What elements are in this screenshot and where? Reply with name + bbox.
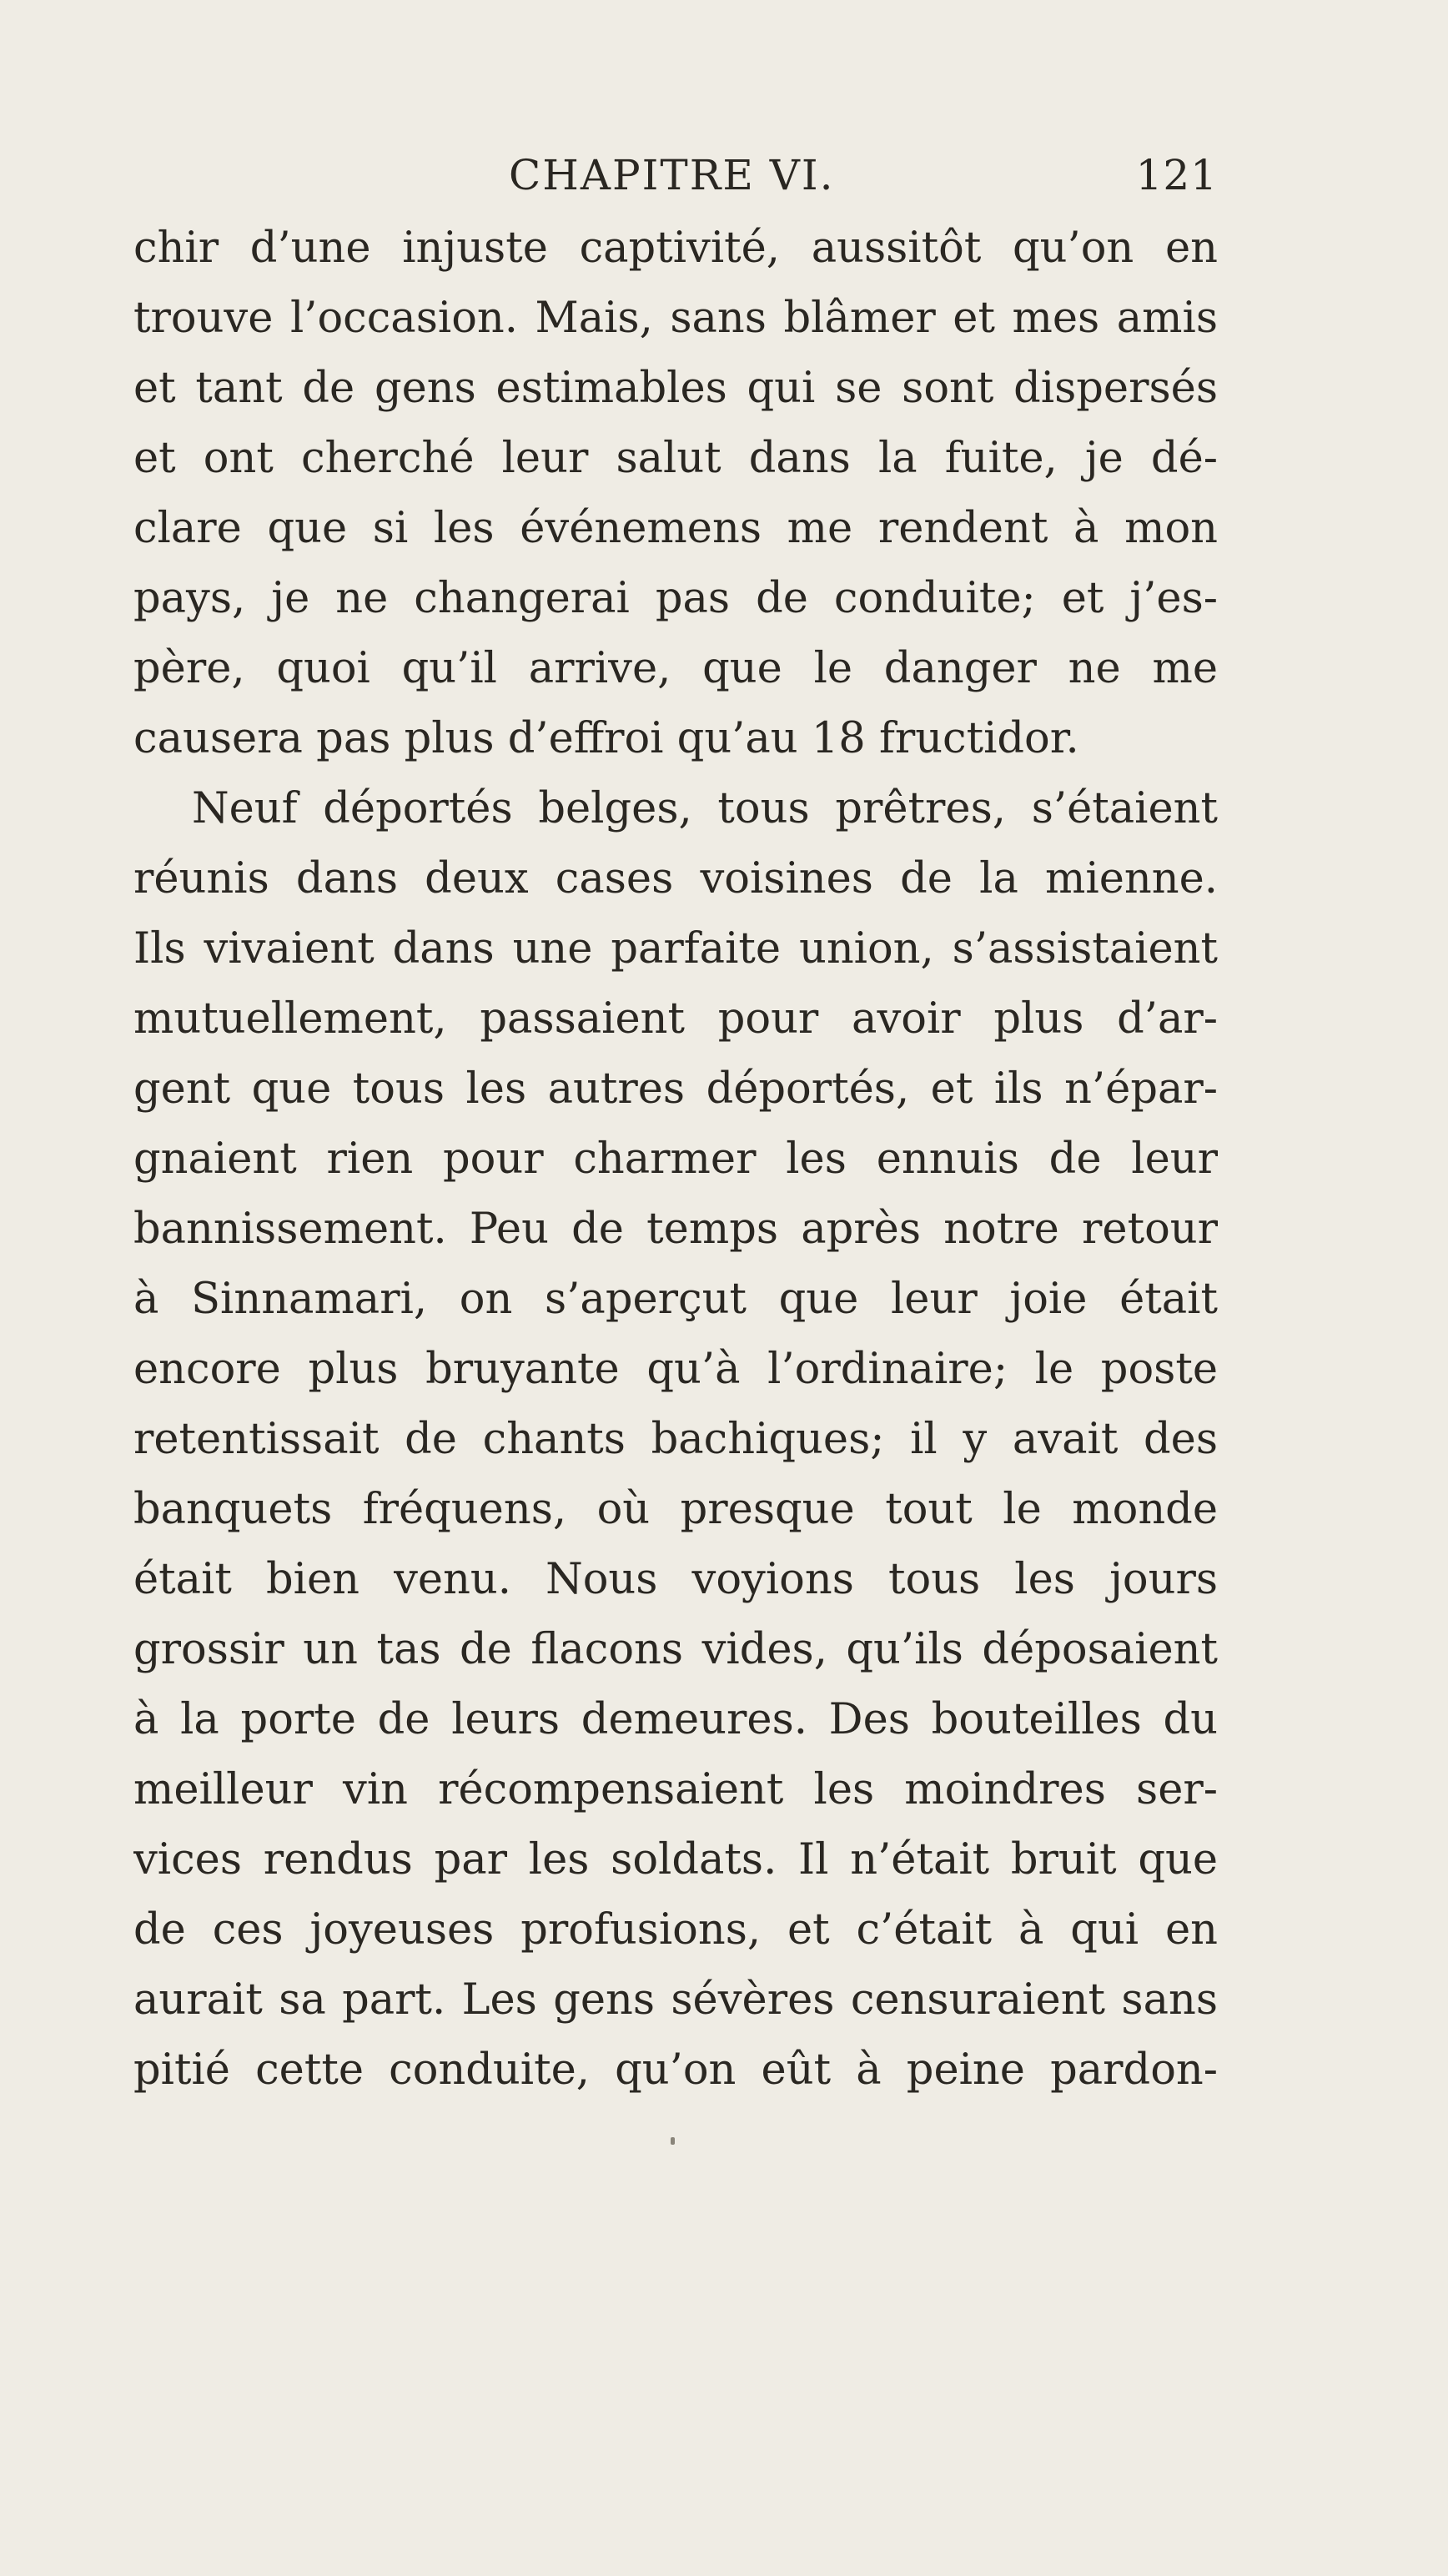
text-line: retentissait de chants bachiques; il y avait des: [133, 1415, 1218, 1464]
text-line: chir d’une injuste captivité, aussitôt qu’on en: [133, 224, 1218, 273]
text-line: trouve l’occasion. Mais, sans blâmer et mes amis: [133, 294, 1218, 343]
body-text: [133, 214, 1218, 2106]
text-line: causera pas plus d’effroi qu’au 18 fructidor.: [133, 714, 1079, 763]
text-line: grossir un tas de flacons vides, qu’ils déposaient: [133, 1625, 1218, 1674]
text-line: gnaient rien pour charmer les ennuis de leur: [133, 1135, 1218, 1184]
text-line: père, quoi qu’il arrive, que le danger ne me: [133, 644, 1218, 693]
text-line: et tant de gens estimables qui se sont dispersés: [133, 364, 1218, 413]
text-line: clare que si les événemens me rendent à mon: [133, 504, 1218, 553]
text-line: aurait sa part. Les gens sévères censuraient sans: [133, 1975, 1218, 2025]
text-line: était bien venu. Nous voyions tous les jours: [133, 1555, 1218, 1604]
text-line: meilleur vin récompensaient les moindres ser-: [133, 1765, 1218, 1814]
text-line: à Sinnamari, on s’aperçut que leur joie était: [133, 1275, 1218, 1324]
text-line: Ils vivaient dans une parfaite union, s’assistaient: [133, 924, 1218, 974]
running-header: [133, 142, 1218, 209]
text-line: banquets fréquens, où presque tout le monde: [133, 1485, 1218, 1534]
page-number: 121: [1135, 151, 1218, 199]
text-line: gent que tous les autres déportés, et ils n’épar-: [133, 1064, 1218, 1114]
chapter-title: CHAPITRE VI.: [509, 151, 835, 199]
ink-speck: [671, 2137, 675, 2145]
text-line: de ces joyeuses profusions, et c’était à qui en: [133, 1905, 1218, 1955]
text-line: à la porte de leurs demeures. Des bouteilles du: [133, 1695, 1218, 1744]
text-line: bannissement. Peu de temps après notre retour: [133, 1205, 1218, 1254]
text-line: pays, je ne changerai pas de conduite; et j’es-: [133, 574, 1218, 623]
text-line: réunis dans deux cases voisines de la mienne.: [133, 854, 1218, 903]
text-line: mutuellement, passaient pour avoir plus d’ar-: [133, 994, 1218, 1044]
text-line: Neuf déportés belges, tous prêtres, s’étaient: [192, 784, 1218, 833]
text-line: pitié cette conduite, qu’on eût à peine pardon-: [133, 2045, 1218, 2095]
text-line: vices rendus par les soldats. Il n’était bruit que: [133, 1835, 1218, 1884]
text-line: et ont cherché leur salut dans la fuite, je dé-: [133, 434, 1218, 483]
text-line: encore plus bruyante qu’à l’ordinaire; le poste: [133, 1345, 1218, 1394]
